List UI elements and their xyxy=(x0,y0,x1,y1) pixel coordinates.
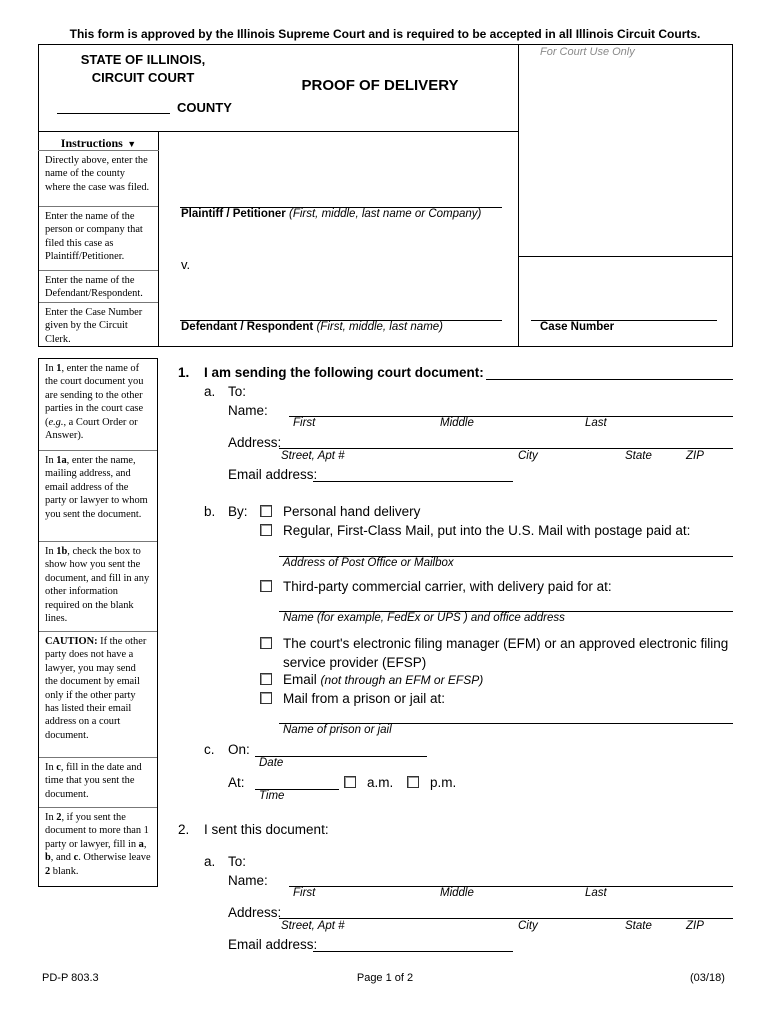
section1-address-label: Address: xyxy=(228,435,282,450)
post-office-caption: Address of Post Office or Mailbox xyxy=(283,557,454,569)
time-caption: Time xyxy=(259,790,285,802)
time-field[interactable] xyxy=(255,772,339,789)
versus-label: v. xyxy=(181,257,191,272)
carrier-field[interactable] xyxy=(279,594,733,611)
pm-label: p.m. xyxy=(430,775,457,790)
court-use-label: For Court Use Only xyxy=(540,46,635,58)
hand-delivery-checkbox[interactable] xyxy=(260,505,272,517)
document-name-field[interactable] xyxy=(486,362,733,379)
form-id: PD-P 803.3 xyxy=(42,972,99,984)
instr-case-number: Enter the Case Number given by the Circuit Clerk. xyxy=(39,302,158,347)
prison-mail-checkbox[interactable] xyxy=(260,692,272,704)
s1-email-field[interactable] xyxy=(313,464,513,481)
section1-name-label: Name: xyxy=(228,403,268,418)
pm-checkbox[interactable] xyxy=(407,776,419,788)
court-circuit: CIRCUIT COURT xyxy=(91,70,195,85)
section1-on-label: On: xyxy=(228,742,250,757)
carrier-label: Third-party commercial carrier, with delivery paid for at: xyxy=(283,579,612,594)
case-number-label: Case Number xyxy=(540,321,615,333)
date-field[interactable] xyxy=(255,739,427,756)
s2-city-caption: City xyxy=(518,920,538,932)
section2-email-label: Email address: xyxy=(228,937,318,952)
s2-last-caption: Last xyxy=(585,887,607,899)
s2-name-line xyxy=(289,886,733,887)
section1-to-label: To: xyxy=(228,384,247,399)
section2-a-label: a. xyxy=(204,854,216,869)
case-number-field[interactable] xyxy=(531,303,717,320)
instructions-side xyxy=(38,358,158,887)
section2-number: 2. xyxy=(178,822,190,837)
efm-checkbox[interactable] xyxy=(260,637,272,649)
plaintiff-label-row xyxy=(181,208,481,220)
email-option-row xyxy=(283,672,483,687)
s1-address-line xyxy=(279,448,733,449)
caption-divider-left xyxy=(158,131,159,347)
s2-middle-caption: Middle xyxy=(440,887,474,899)
first-class-mail-label: Regular, First-Class Mail, put into the U.S. Mail with postage paid at: xyxy=(283,523,691,538)
s1-zip-caption: ZIP xyxy=(686,450,704,462)
section1-by-label: By: xyxy=(228,504,248,519)
instr-defendant: Enter the name of the Defendant/Respondent. xyxy=(39,270,158,302)
am-label: a.m. xyxy=(367,775,394,790)
section1-number: 1. xyxy=(178,365,190,380)
county-line xyxy=(57,113,170,114)
s1-name-field[interactable] xyxy=(289,399,733,416)
first-class-mail-checkbox[interactable] xyxy=(260,524,272,536)
instr-s1a: In 1a, enter the name, mailing address, and email address of the party or lawyer to whom you sent the document. xyxy=(39,450,157,541)
defendant-label: Defendant / Respondent xyxy=(181,321,314,333)
am-checkbox[interactable] xyxy=(344,776,356,788)
section2-name-label: Name: xyxy=(228,873,268,888)
s2-street-caption: Street, Apt # xyxy=(281,920,345,932)
prison-field[interactable] xyxy=(279,706,733,723)
court-use-divider xyxy=(518,256,733,257)
post-office-field[interactable] xyxy=(279,539,733,556)
s1-email-line xyxy=(313,481,513,482)
caret-down-icon: ▼ xyxy=(127,139,137,149)
section1-c-label: c. xyxy=(204,742,215,757)
instructions-top xyxy=(39,151,158,347)
instructions-header[interactable] xyxy=(38,131,159,151)
s1-name-line xyxy=(289,416,733,417)
s2-address-line xyxy=(279,918,733,919)
instructions-title: Instructions xyxy=(60,136,123,150)
prison-mail-label: Mail from a prison or jail at: xyxy=(283,691,446,706)
defendant-hint: (First, middle, last name) xyxy=(316,321,443,333)
section1-at-label: At: xyxy=(228,775,245,790)
plaintiff-label: Plaintiff / Petitioner xyxy=(181,208,286,220)
s1-middle-caption: Middle xyxy=(440,417,474,429)
section1-b-label: b. xyxy=(204,504,216,519)
prison-caption: Name of prison or jail xyxy=(283,724,392,736)
carrier-caption: Name (for example, FedEx or UPS ) and office address xyxy=(283,612,565,624)
instr-county: Directly above, enter the name of the county where the case was filed. xyxy=(45,155,150,193)
email-checkbox[interactable] xyxy=(260,673,272,685)
s1-street-caption: Street, Apt # xyxy=(281,450,345,462)
court-state: STATE OF ILLINOIS, xyxy=(80,52,206,67)
s2-email-line xyxy=(313,951,513,952)
instr-s1c: In c, fill in the date and time that you sent the document. xyxy=(39,757,157,807)
efm-label-line2: service provider (EFSP) xyxy=(283,655,427,670)
section2-to-label: To: xyxy=(228,854,247,869)
email-option-hint: (not through an EFM or EFSP) xyxy=(320,673,484,687)
date-caption: Date xyxy=(259,757,284,769)
instr-plaintiff: Enter the name of the person or company that filed this case as Plaintiff/Petitioner. xyxy=(39,206,158,270)
section1-email-label: Email address: xyxy=(228,467,318,482)
carrier-checkbox[interactable] xyxy=(260,580,272,592)
s1-state-caption: State xyxy=(625,450,652,462)
plaintiff-hint: (First, middle, last name or Company) xyxy=(289,208,482,220)
instr-caution: CAUTION: If the other party does not have a lawyer, you may send the document by email only if the other party has listed their email address on a court document. xyxy=(39,631,157,757)
efm-label-line1: The court's electronic filing manager (EFM) or an approved electronic filing xyxy=(283,636,729,651)
s1-address-field[interactable] xyxy=(279,431,733,448)
s2-state-caption: State xyxy=(625,920,652,932)
instr-s1: In 1, enter the name of the court document you are sending to the other parties in the court case (e.g., a Court Order or Answer). xyxy=(45,363,144,442)
defendant-label-row xyxy=(181,321,443,333)
defendant-field[interactable] xyxy=(180,303,502,320)
s2-first-caption: First xyxy=(293,887,316,899)
s1-city-caption: City xyxy=(518,450,538,462)
approval-notice: This form is approved by the Illinois Supreme Court and is required to be accepted in all Illinois Circuit Courts. xyxy=(69,27,701,41)
email-option-label: Email xyxy=(283,672,317,687)
document-name-line xyxy=(486,379,733,380)
s1-first-caption: First xyxy=(293,417,316,429)
hand-delivery-label: Personal hand delivery xyxy=(283,504,421,519)
county-label: COUNTY xyxy=(177,100,232,115)
s1-last-caption: Last xyxy=(585,417,607,429)
s2-email-field[interactable] xyxy=(313,934,513,951)
plaintiff-field[interactable] xyxy=(180,190,502,207)
s2-zip-caption: ZIP xyxy=(686,920,704,932)
section1-a-label: a. xyxy=(204,384,216,399)
page-number: Page 1 of 2 xyxy=(356,972,414,984)
s2-address-field[interactable] xyxy=(279,901,733,918)
section1-title: I am sending the following court document: xyxy=(204,365,484,380)
section2-address-label: Address: xyxy=(228,905,282,920)
s2-name-field[interactable] xyxy=(289,869,733,886)
section2-title: I sent this document: xyxy=(204,822,329,837)
instr-s2: In 2, if you sent the document to more than 1 party or lawyer, fill in a, b, and c. Otherwise leave 2 blank. xyxy=(39,807,157,886)
county-field[interactable] xyxy=(57,96,170,113)
revision-date: (03/18) xyxy=(690,972,725,984)
instr-s1b: In 1b, check the box to show how you sent the document, and fill in any other information required on the blank lines. xyxy=(39,541,157,631)
form-title: PROOF OF DELIVERY xyxy=(301,77,459,94)
